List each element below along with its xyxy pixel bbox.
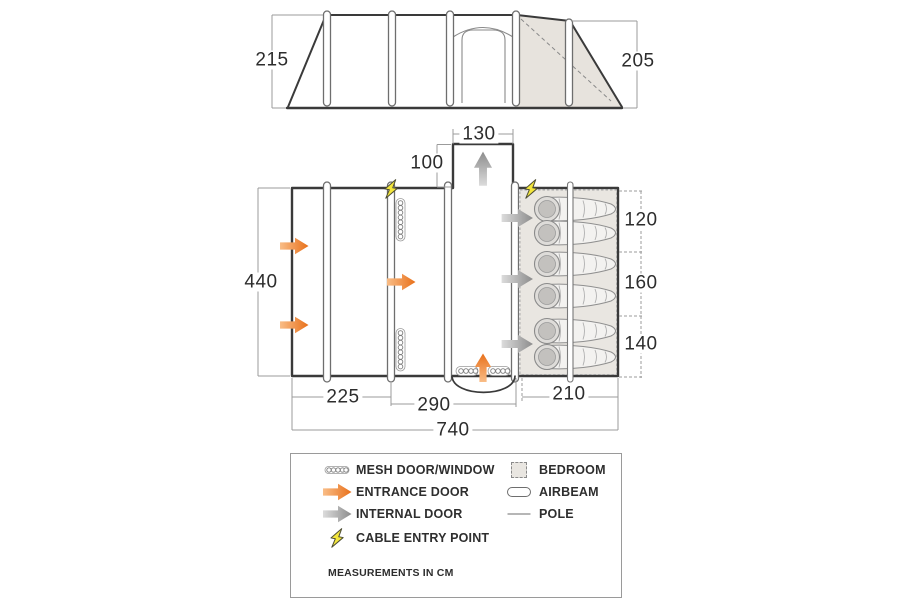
airbeam-swatch-icon bbox=[507, 487, 531, 497]
legend-entrance-label: ENTRANCE DOOR bbox=[356, 485, 470, 499]
legend-mesh-label: MESH DOOR/WINDOW bbox=[356, 463, 495, 477]
dim-side-height-rear: 205 bbox=[618, 52, 657, 71]
legend-airbeam-label: AIRBEAM bbox=[539, 485, 599, 499]
dim-living-1: 225 bbox=[323, 388, 362, 407]
dim-bedroom-2: 160 bbox=[621, 274, 660, 293]
elevation-door-arch bbox=[453, 28, 513, 104]
pole-swatch-icon bbox=[508, 514, 531, 515]
dim-tent-depth: 440 bbox=[241, 273, 280, 292]
measurements-note: MEASUREMENTS IN CM bbox=[328, 567, 454, 579]
legend-bedroom-label: BEDROOM bbox=[539, 463, 606, 477]
bedroom-pole bbox=[568, 182, 574, 382]
tent-floorplan bbox=[230, 125, 680, 445]
legend-cable-label: CABLE ENTRY POINT bbox=[356, 531, 490, 545]
legend-pole-label: POLE bbox=[539, 507, 574, 521]
dim-bedroom-1: 120 bbox=[621, 211, 660, 230]
dim-living-2: 290 bbox=[414, 396, 453, 415]
legend-internal-label: INTERNAL DOOR bbox=[356, 507, 463, 521]
dim-porch-depth: 100 bbox=[407, 154, 446, 173]
tent-side-elevation bbox=[230, 0, 680, 125]
dim-total-width: 740 bbox=[433, 421, 472, 440]
dim-porch-width: 130 bbox=[459, 125, 498, 144]
bedroom-swatch-icon bbox=[511, 462, 527, 478]
dim-bedroom-depth: 210 bbox=[549, 385, 588, 404]
legend-box bbox=[290, 453, 622, 598]
dim-bedroom-3: 140 bbox=[621, 335, 660, 354]
dim-side-height-front: 215 bbox=[252, 51, 291, 70]
